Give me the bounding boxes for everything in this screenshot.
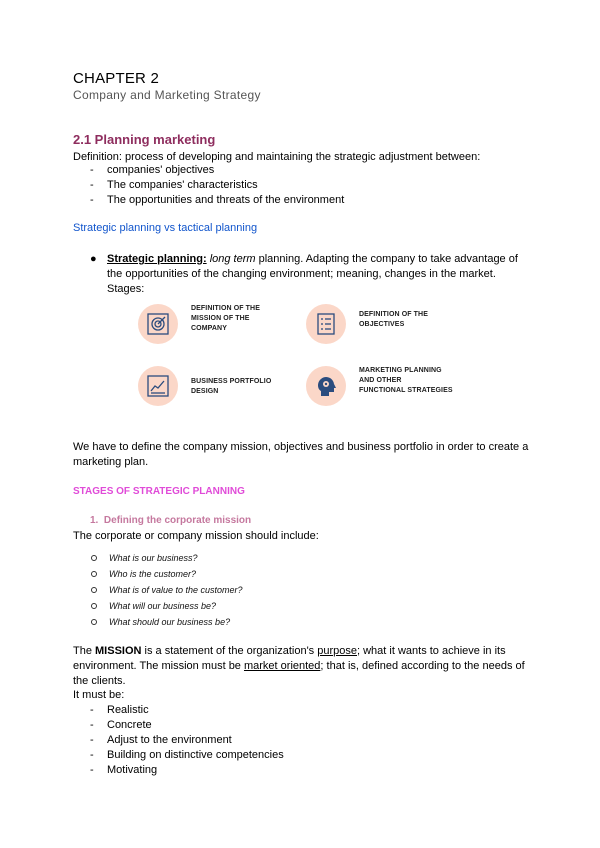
stages-diagram	[138, 294, 460, 412]
stage-circle	[306, 366, 346, 406]
text-run: is a statement of the organization's	[141, 645, 318, 657]
text-run: ; what it wants to achieve in its environment. The mission must be	[73, 645, 506, 672]
item-number: 1.	[90, 515, 99, 526]
bullet-text	[107, 252, 530, 297]
question-item: What will our business be?	[73, 598, 373, 614]
question-item: What is our business?	[73, 550, 373, 566]
target-icon	[147, 313, 169, 335]
must-be-list	[73, 703, 373, 778]
portfolio-paragraph: We have to define the company mission, objectives and business portfolio in order to create a marketing plan.	[73, 441, 529, 468]
bullet-dot: ●	[90, 253, 97, 265]
chart-icon	[147, 375, 169, 397]
text-run: The	[73, 645, 96, 657]
must-be-label: It must be:	[73, 689, 125, 701]
planning-link[interactable]: Strategic planning vs tactical planning	[73, 222, 258, 234]
strategic-planning-bullet	[90, 252, 530, 297]
stage-circle	[138, 366, 178, 406]
stage-label: MARKETING PLANNING AND OTHER FUNCTIONAL STRATEGIES	[359, 367, 453, 394]
list-item: - The opportunities and threats of the environment	[73, 193, 553, 208]
list-item: - Adjust to the environment	[73, 733, 373, 748]
stage-label: DEFINITION OF THE OBJECTIVES	[359, 311, 428, 328]
mission-intro: The corporate or company mission should include:	[73, 530, 319, 542]
list-item: - Building on distinctive competencies	[73, 748, 373, 763]
head-gears-icon	[315, 375, 337, 397]
bullet-term: Strategic planning:	[107, 253, 207, 265]
question-item: Who is the customer?	[73, 566, 373, 582]
stage-circle	[306, 304, 346, 344]
item-label: Defining the corporate mission	[103, 515, 252, 526]
question-item: What is of value to the customer?	[73, 582, 373, 598]
market-oriented-term: market oriented	[243, 660, 321, 672]
text-run: ; that is, defined according to the needs of the clients.	[73, 660, 525, 687]
numbered-item	[90, 515, 251, 526]
list-item: - Realistic	[73, 703, 373, 718]
stage-label: DEFINITION OF THE MISSION OF THE COMPANY	[191, 305, 260, 332]
chapter-heading: CHAPTER 2	[73, 70, 159, 87]
list-item: - Concrete	[73, 718, 373, 733]
chapter-subtitle: Company and Marketing Strategy	[73, 88, 261, 102]
mission-term: MISSION	[95, 645, 142, 657]
bullet-emphasis: long term	[209, 253, 256, 265]
mission-questions	[73, 550, 373, 630]
list-item: - Motivating	[73, 763, 373, 778]
stage-label: BUSINESS PORTFOLIO DESIGN	[191, 378, 272, 395]
section-title: 2.1 Planning marketing	[73, 132, 216, 147]
list-item: - The companies' characteristics	[73, 178, 553, 193]
question-item: What should our business be?	[73, 614, 373, 630]
objectives-list	[73, 163, 553, 208]
list-item: - companies' objectives	[73, 163, 553, 178]
mission-paragraph	[73, 644, 533, 689]
stage-circle	[138, 304, 178, 344]
definition-text: Definition: process of developing and maintaining the strategic adjustment between:	[73, 151, 481, 163]
checklist-icon	[315, 313, 337, 335]
bullet-rest: planning. Adapting the company to take advantage of the opportunities of the changing environment; meaning, changes in the market. Stages:	[107, 253, 518, 295]
stages-heading: STAGES OF STRATEGIC PLANNING	[73, 486, 245, 497]
purpose-term: purpose	[317, 645, 357, 657]
